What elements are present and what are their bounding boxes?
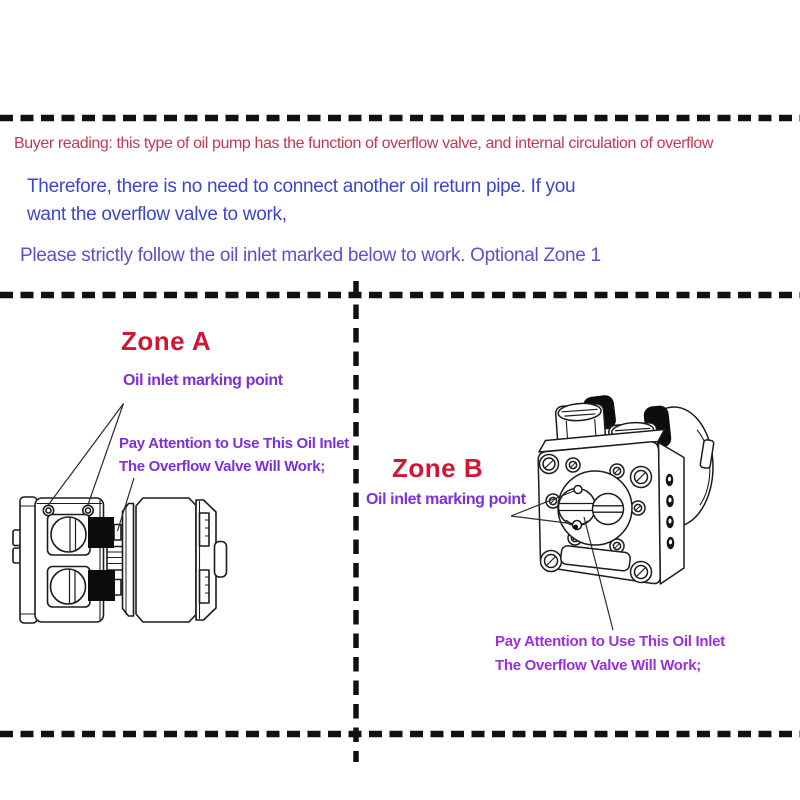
zone-a-note-line1: Pay Attention to Use This Oil Inlet [119,435,349,452]
instruction-text: Please strictly follow the oil inlet marked below to work. Optional Zone 1 [20,245,601,266]
buyer-notice-text: Buyer reading: this type of oil pump has the function of overflow valve, and internal circulation of overflow [14,135,714,152]
zone-a-oil-inlet-mark-lower [88,570,115,601]
body-text-line1: Therefore, there is no need to connect another oil return pipe. If you [27,176,576,197]
zone-b-pump-drawing [538,394,714,584]
zone-a-oil-inlet-mark-upper [88,517,114,548]
zone-a-title: Zone A [121,326,212,356]
zone-a-marking-label: Oil inlet marking point [123,372,283,389]
zone-b-title: Zone B [392,453,484,483]
zone-a-note-line2: The Overflow Valve Will Work; [119,458,325,475]
zone-b-note-line2: The Overflow Valve Will Work; [495,657,701,674]
zone-b-note-line1: Pay Attention to Use This Oil Inlet [495,633,725,650]
body-text-line2: want the overflow valve to work, [27,204,287,225]
zone-b-marking-label: Oil inlet marking point [366,491,526,508]
zone-a-pump-drawing [13,497,227,623]
zone-b-oil-inlet-mark-upper [574,486,582,494]
